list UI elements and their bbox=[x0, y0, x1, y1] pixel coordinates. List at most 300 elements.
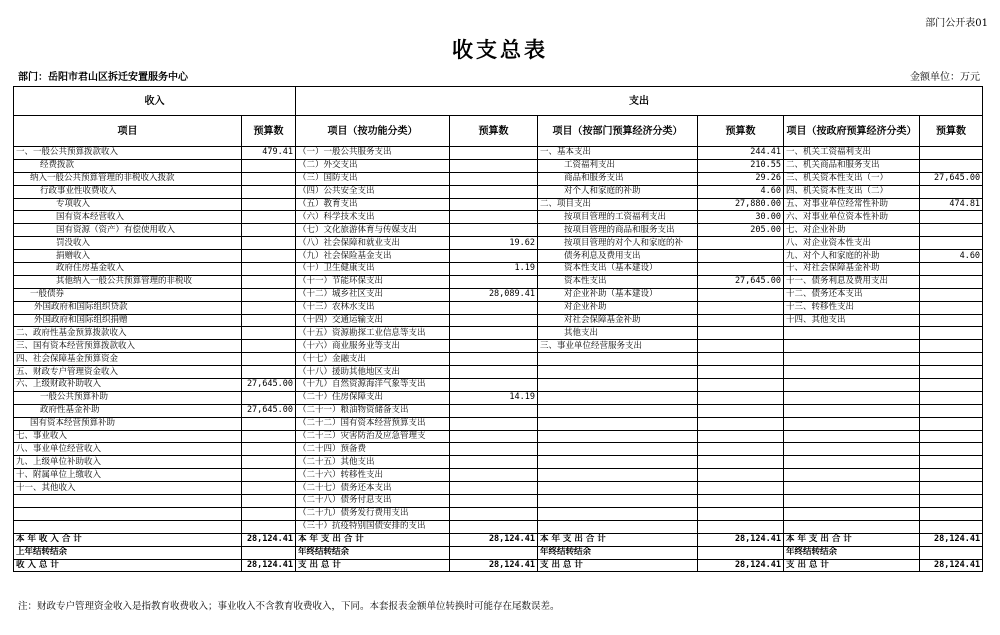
amount-cell: 14.19 bbox=[450, 391, 538, 404]
amount-cell bbox=[698, 404, 784, 417]
amount-cell: 30.00 bbox=[698, 211, 784, 224]
column-header: 项目（按部门预算经济分类） bbox=[538, 116, 698, 147]
item-cell: 政府性基金补助 bbox=[14, 404, 242, 417]
amount-cell bbox=[242, 353, 296, 366]
amount-cell bbox=[450, 224, 538, 237]
amount-cell bbox=[242, 391, 296, 404]
amount-cell bbox=[450, 495, 538, 508]
table-row bbox=[14, 263, 983, 276]
item-cell: （三十）抗疫特别国债安排的支出 bbox=[296, 520, 450, 533]
amount-cell bbox=[920, 469, 983, 482]
table-row bbox=[14, 340, 983, 353]
item-cell: 三、国有资本经营预算拨款收入 bbox=[14, 340, 242, 353]
unit-label: 金额单位：万元 bbox=[910, 72, 980, 83]
amount-cell bbox=[242, 546, 296, 559]
item-cell: （二十）住房保障支出 bbox=[296, 391, 450, 404]
amount-cell bbox=[242, 237, 296, 250]
amount-cell bbox=[450, 366, 538, 379]
item-cell bbox=[784, 417, 920, 430]
amount-cell: 19.62 bbox=[450, 237, 538, 250]
amount-cell bbox=[920, 353, 983, 366]
amount-cell bbox=[242, 288, 296, 301]
amount-cell bbox=[920, 185, 983, 198]
amount-cell: 28,124.41 bbox=[698, 559, 784, 572]
item-cell: 按项目管理的商品和服务支出 bbox=[538, 224, 698, 237]
amount-cell bbox=[698, 520, 784, 533]
item-cell bbox=[784, 443, 920, 456]
item-cell: 外国政府和国际组织捐赠 bbox=[14, 314, 242, 327]
income-group-header: 收入 bbox=[14, 87, 296, 116]
amount-cell bbox=[920, 379, 983, 392]
item-cell: 四、机关资本性支出（二） bbox=[784, 185, 920, 198]
item-cell: 十四、其他支出 bbox=[784, 314, 920, 327]
amount-cell bbox=[698, 301, 784, 314]
amount-cell bbox=[920, 340, 983, 353]
column-header: 预算数 bbox=[450, 116, 538, 147]
table-row bbox=[14, 495, 983, 508]
amount-cell: 28,124.41 bbox=[450, 559, 538, 572]
item-cell: 行政事业性收费收入 bbox=[14, 185, 242, 198]
item-cell bbox=[14, 495, 242, 508]
amount-cell bbox=[920, 211, 983, 224]
item-cell: 十一、债务利息及费用支出 bbox=[784, 275, 920, 288]
amount-cell bbox=[920, 417, 983, 430]
item-cell: 二、政府性基金预算拨款收入 bbox=[14, 327, 242, 340]
amount-cell bbox=[242, 159, 296, 172]
item-cell: （四）公共安全支出 bbox=[296, 185, 450, 198]
amount-cell: 28,124.41 bbox=[242, 559, 296, 572]
item-cell: （九）社会保险基金支出 bbox=[296, 250, 450, 263]
item-cell: 十三、转移性支出 bbox=[784, 301, 920, 314]
amount-cell bbox=[450, 340, 538, 353]
amount-cell bbox=[450, 520, 538, 533]
amount-cell bbox=[698, 288, 784, 301]
item-cell: 对企业补助（基本建设） bbox=[538, 288, 698, 301]
item-cell bbox=[784, 379, 920, 392]
total-row bbox=[14, 559, 983, 572]
table-row bbox=[14, 301, 983, 314]
amount-cell bbox=[920, 391, 983, 404]
table-row bbox=[14, 185, 983, 198]
amount-cell bbox=[698, 340, 784, 353]
item-cell: （十二）城乡社区支出 bbox=[296, 288, 450, 301]
amount-cell bbox=[450, 546, 538, 559]
item-cell: 其他支出 bbox=[538, 327, 698, 340]
item-cell: 二、项目支出 bbox=[538, 198, 698, 211]
item-cell: 一、基本支出 bbox=[538, 147, 698, 160]
item-cell: 对个人和家庭的补助 bbox=[538, 185, 698, 198]
item-cell: （十六）商业服务业等支出 bbox=[296, 340, 450, 353]
table-row bbox=[14, 275, 983, 288]
amount-cell bbox=[698, 469, 784, 482]
amount-cell bbox=[450, 443, 538, 456]
item-cell: （二十八）债务付息支出 bbox=[296, 495, 450, 508]
item-cell bbox=[538, 443, 698, 456]
amount-cell bbox=[920, 237, 983, 250]
item-cell bbox=[784, 469, 920, 482]
item-cell: （二十九）债务发行费用支出 bbox=[296, 507, 450, 520]
table-row bbox=[14, 430, 983, 443]
item-cell: 工资福利支出 bbox=[538, 159, 698, 172]
item-cell: 对社会保障基金补助 bbox=[538, 314, 698, 327]
item-cell bbox=[784, 404, 920, 417]
amount-cell: 205.00 bbox=[698, 224, 784, 237]
amount-cell bbox=[698, 353, 784, 366]
amount-cell: 210.55 bbox=[698, 159, 784, 172]
page-title: 收支总表 bbox=[452, 37, 548, 62]
footnote: 注：财政专户管理资金收入是指教育收费收入；事业收入不含教育收费收入，下同。本套报表金额单位转换时可能存在尾数误差。 bbox=[18, 601, 560, 612]
amount-cell bbox=[698, 417, 784, 430]
table-row bbox=[14, 327, 983, 340]
item-cell: 年终结转结余 bbox=[296, 546, 450, 559]
amount-cell bbox=[450, 172, 538, 185]
table-row bbox=[14, 314, 983, 327]
item-cell bbox=[784, 482, 920, 495]
amount-cell bbox=[242, 443, 296, 456]
item-cell: 债务利息及费用支出 bbox=[538, 250, 698, 263]
amount-cell bbox=[450, 250, 538, 263]
column-header: 预算数 bbox=[242, 116, 296, 147]
item-cell: 外国政府和国际组织贷款 bbox=[14, 301, 242, 314]
amount-cell bbox=[242, 275, 296, 288]
item-cell bbox=[538, 404, 698, 417]
amount-cell bbox=[450, 507, 538, 520]
column-header: 预算数 bbox=[698, 116, 784, 147]
amount-cell bbox=[450, 327, 538, 340]
amount-cell: 27,645.00 bbox=[698, 275, 784, 288]
column-header-row bbox=[14, 116, 983, 147]
item-cell: 一般债券 bbox=[14, 288, 242, 301]
item-cell bbox=[14, 507, 242, 520]
item-cell bbox=[538, 417, 698, 430]
amount-cell bbox=[698, 327, 784, 340]
amount-cell: 28,124.41 bbox=[920, 533, 983, 546]
amount-cell bbox=[242, 430, 296, 443]
item-cell: 国有资本经营收入 bbox=[14, 211, 242, 224]
item-cell: （二）外交支出 bbox=[296, 159, 450, 172]
item-cell: 五、对事业单位经常性补助 bbox=[784, 198, 920, 211]
amount-cell bbox=[920, 546, 983, 559]
item-cell: 按项目管理的对个人和家庭的补 bbox=[538, 237, 698, 250]
amount-cell bbox=[242, 172, 296, 185]
table-row bbox=[14, 507, 983, 520]
item-cell: 一般公共预算补助 bbox=[14, 391, 242, 404]
amount-cell bbox=[920, 224, 983, 237]
amount-cell bbox=[242, 366, 296, 379]
group-header-row bbox=[14, 87, 983, 116]
item-cell: （二十六）转移性支出 bbox=[296, 469, 450, 482]
item-cell: （一）一般公共服务支出 bbox=[296, 147, 450, 160]
amount-cell bbox=[698, 263, 784, 276]
item-cell: 国有资本经营预算补助 bbox=[14, 417, 242, 430]
table-row bbox=[14, 366, 983, 379]
item-cell: 年终结转结余 bbox=[538, 546, 698, 559]
item-cell bbox=[538, 482, 698, 495]
amount-cell: 1.19 bbox=[450, 263, 538, 276]
item-cell: （二十一）粮油物资储备支出 bbox=[296, 404, 450, 417]
amount-cell bbox=[450, 185, 538, 198]
item-cell: 收 入 总 计 bbox=[14, 559, 242, 572]
amount-cell bbox=[920, 520, 983, 533]
amount-cell: 27,880.00 bbox=[698, 198, 784, 211]
column-header: 预算数 bbox=[920, 116, 983, 147]
item-cell bbox=[538, 379, 698, 392]
item-cell: 支 出 总 计 bbox=[296, 559, 450, 572]
item-cell: 十、对社会保障基金补助 bbox=[784, 263, 920, 276]
amount-cell bbox=[242, 340, 296, 353]
item-cell: 七、事业收入 bbox=[14, 430, 242, 443]
amount-cell bbox=[920, 301, 983, 314]
amount-cell: 474.81 bbox=[920, 198, 983, 211]
item-cell bbox=[538, 507, 698, 520]
table-row bbox=[14, 224, 983, 237]
amount-cell bbox=[450, 404, 538, 417]
item-cell: 本 年 支 出 合 计 bbox=[538, 533, 698, 546]
item-cell: 资本性支出 bbox=[538, 275, 698, 288]
amount-cell bbox=[920, 456, 983, 469]
item-cell: 八、事业单位经营收入 bbox=[14, 443, 242, 456]
amount-cell bbox=[698, 391, 784, 404]
item-cell: （三）国防支出 bbox=[296, 172, 450, 185]
item-cell bbox=[538, 366, 698, 379]
amount-cell bbox=[920, 314, 983, 327]
amount-cell bbox=[698, 456, 784, 469]
item-cell: 本 年 收 入 合 计 bbox=[14, 533, 242, 546]
item-cell: 支 出 总 计 bbox=[784, 559, 920, 572]
item-cell: （八）社会保障和就业支出 bbox=[296, 237, 450, 250]
item-cell: （十七）金融支出 bbox=[296, 353, 450, 366]
item-cell: （二十五）其他支出 bbox=[296, 456, 450, 469]
amount-cell: 4.60 bbox=[920, 250, 983, 263]
table-row bbox=[14, 456, 983, 469]
amount-cell: 28,124.41 bbox=[242, 533, 296, 546]
item-cell: 一、一般公共预算拨款收入 bbox=[14, 147, 242, 160]
amount-cell bbox=[698, 430, 784, 443]
amount-cell bbox=[450, 456, 538, 469]
amount-cell bbox=[242, 417, 296, 430]
item-cell: （七）文化旅游体育与传媒支出 bbox=[296, 224, 450, 237]
amount-cell bbox=[920, 495, 983, 508]
table-row bbox=[14, 353, 983, 366]
amount-cell bbox=[920, 366, 983, 379]
table-row bbox=[14, 172, 983, 185]
item-cell: 对企业补助 bbox=[538, 301, 698, 314]
item-cell bbox=[538, 391, 698, 404]
amount-cell bbox=[242, 250, 296, 263]
table-row bbox=[14, 237, 983, 250]
item-cell: （二十二）国有资本经营预算支出 bbox=[296, 417, 450, 430]
item-cell bbox=[784, 327, 920, 340]
item-cell: （十一）节能环保支出 bbox=[296, 275, 450, 288]
item-cell bbox=[784, 520, 920, 533]
amount-cell bbox=[450, 353, 538, 366]
item-cell: 年终结转结余 bbox=[784, 546, 920, 559]
amount-cell bbox=[450, 469, 538, 482]
item-cell bbox=[784, 495, 920, 508]
amount-cell: 28,124.41 bbox=[698, 533, 784, 546]
item-cell bbox=[784, 353, 920, 366]
item-cell: 本 年 支 出 合 计 bbox=[296, 533, 450, 546]
amount-cell bbox=[698, 546, 784, 559]
amount-cell bbox=[920, 507, 983, 520]
item-cell: （十四）交通运输支出 bbox=[296, 314, 450, 327]
item-cell: （十八）援助其他地区支出 bbox=[296, 366, 450, 379]
amount-cell bbox=[920, 404, 983, 417]
amount-cell: 28,124.41 bbox=[920, 559, 983, 572]
amount-cell bbox=[242, 469, 296, 482]
item-cell: 四、社会保障基金预算资金 bbox=[14, 353, 242, 366]
amount-cell bbox=[450, 198, 538, 211]
amount-cell bbox=[920, 482, 983, 495]
item-cell: 商品和服务支出 bbox=[538, 172, 698, 185]
item-cell: 六、上级财政补助收入 bbox=[14, 379, 242, 392]
amount-cell bbox=[242, 198, 296, 211]
item-cell: 一、机关工资福利支出 bbox=[784, 147, 920, 160]
amount-cell bbox=[242, 185, 296, 198]
amount-cell: 27,645.00 bbox=[242, 379, 296, 392]
amount-cell bbox=[450, 211, 538, 224]
amount-cell bbox=[698, 237, 784, 250]
item-cell: 国有资源（资产）有偿使用收入 bbox=[14, 224, 242, 237]
amount-cell bbox=[242, 224, 296, 237]
table-row bbox=[14, 391, 983, 404]
amount-cell: 28,089.41 bbox=[450, 288, 538, 301]
amount-cell bbox=[242, 211, 296, 224]
amount-cell: 27,645.00 bbox=[920, 172, 983, 185]
item-cell: 三、机关资本性支出（一） bbox=[784, 172, 920, 185]
item-cell: （十九）自然资源海洋气象等支出 bbox=[296, 379, 450, 392]
item-cell: 其他纳入一般公共预算管理的非税收 bbox=[14, 275, 242, 288]
amount-cell bbox=[698, 507, 784, 520]
amount-cell bbox=[242, 327, 296, 340]
amount-cell bbox=[242, 507, 296, 520]
item-cell: （二十七）债务还本支出 bbox=[296, 482, 450, 495]
amount-cell bbox=[920, 147, 983, 160]
item-cell bbox=[538, 456, 698, 469]
amount-cell bbox=[920, 430, 983, 443]
amount-cell bbox=[698, 495, 784, 508]
department-label: 部门：岳阳市君山区拆迁安置服务中心 bbox=[18, 72, 188, 83]
amount-cell bbox=[698, 443, 784, 456]
amount-cell bbox=[450, 417, 538, 430]
item-cell: 支 出 总 计 bbox=[538, 559, 698, 572]
item-cell: 上年结转结余 bbox=[14, 546, 242, 559]
amount-cell bbox=[242, 482, 296, 495]
item-cell: （六）科学技术支出 bbox=[296, 211, 450, 224]
amount-cell: 4.60 bbox=[698, 185, 784, 198]
item-cell: 三、事业单位经营服务支出 bbox=[538, 340, 698, 353]
budget-summary-table bbox=[13, 86, 983, 572]
amount-cell bbox=[242, 520, 296, 533]
item-cell: 十一、其他收入 bbox=[14, 482, 242, 495]
item-cell: 十二、债务还本支出 bbox=[784, 288, 920, 301]
amount-cell: 244.41 bbox=[698, 147, 784, 160]
item-cell: 经费拨款 bbox=[14, 159, 242, 172]
amount-cell bbox=[450, 301, 538, 314]
amount-cell bbox=[698, 482, 784, 495]
item-cell: 六、对事业单位资本性补助 bbox=[784, 211, 920, 224]
column-header: 项目（按政府预算经济分类） bbox=[784, 116, 920, 147]
item-cell: 罚没收入 bbox=[14, 237, 242, 250]
table-row bbox=[14, 159, 983, 172]
amount-cell bbox=[450, 275, 538, 288]
amount-cell bbox=[450, 314, 538, 327]
table-row bbox=[14, 520, 983, 533]
item-cell: 九、上级单位补助收入 bbox=[14, 456, 242, 469]
total-row bbox=[14, 533, 983, 546]
item-cell bbox=[784, 366, 920, 379]
amount-cell bbox=[242, 314, 296, 327]
column-header: 项目 bbox=[14, 116, 242, 147]
table-row bbox=[14, 417, 983, 430]
item-cell: 专项收入 bbox=[14, 198, 242, 211]
item-cell: 按项目管理的工资福利支出 bbox=[538, 211, 698, 224]
amount-cell bbox=[242, 301, 296, 314]
amount-cell bbox=[450, 379, 538, 392]
amount-cell bbox=[920, 159, 983, 172]
item-cell bbox=[784, 391, 920, 404]
item-cell: 九、对个人和家庭的补助 bbox=[784, 250, 920, 263]
table-row bbox=[14, 147, 983, 160]
item-cell: （五）教育支出 bbox=[296, 198, 450, 211]
amount-cell bbox=[242, 263, 296, 276]
item-cell: 七、对企业补助 bbox=[784, 224, 920, 237]
amount-cell bbox=[920, 327, 983, 340]
amount-cell: 29.26 bbox=[698, 172, 784, 185]
amount-cell bbox=[698, 366, 784, 379]
total-row bbox=[14, 546, 983, 559]
item-cell bbox=[538, 520, 698, 533]
table-row bbox=[14, 198, 983, 211]
item-cell: 政府住房基金收入 bbox=[14, 263, 242, 276]
amount-cell bbox=[450, 482, 538, 495]
item-cell: （二十四）预备费 bbox=[296, 443, 450, 456]
item-cell: 五、财政专户管理资金收入 bbox=[14, 366, 242, 379]
item-cell: （十三）农林水支出 bbox=[296, 301, 450, 314]
expense-group-header: 支出 bbox=[296, 87, 983, 116]
item-cell bbox=[538, 430, 698, 443]
item-cell: 十、附属单位上缴收入 bbox=[14, 469, 242, 482]
item-cell bbox=[538, 353, 698, 366]
table-row bbox=[14, 211, 983, 224]
amount-cell bbox=[698, 250, 784, 263]
item-cell: 二、机关商品和服务支出 bbox=[784, 159, 920, 172]
table-row bbox=[14, 250, 983, 263]
amount-cell bbox=[698, 314, 784, 327]
amount-cell bbox=[920, 288, 983, 301]
table-row bbox=[14, 482, 983, 495]
item-cell: 本 年 支 出 合 计 bbox=[784, 533, 920, 546]
table-row bbox=[14, 443, 983, 456]
amount-cell: 28,124.41 bbox=[450, 533, 538, 546]
table-row bbox=[14, 404, 983, 417]
item-cell bbox=[784, 430, 920, 443]
form-code: 部门公开表01 bbox=[925, 18, 988, 29]
amount-cell bbox=[450, 159, 538, 172]
amount-cell bbox=[450, 430, 538, 443]
item-cell bbox=[14, 520, 242, 533]
item-cell: （十五）资源勘探工业信息等支出 bbox=[296, 327, 450, 340]
item-cell: 捐赠收入 bbox=[14, 250, 242, 263]
item-cell bbox=[784, 507, 920, 520]
item-cell: 资本性支出（基本建设） bbox=[538, 263, 698, 276]
amount-cell bbox=[920, 275, 983, 288]
item-cell: 八、对企业资本性支出 bbox=[784, 237, 920, 250]
item-cell: （十）卫生健康支出 bbox=[296, 263, 450, 276]
item-cell bbox=[784, 456, 920, 469]
amount-cell: 27,645.00 bbox=[242, 404, 296, 417]
item-cell bbox=[538, 469, 698, 482]
